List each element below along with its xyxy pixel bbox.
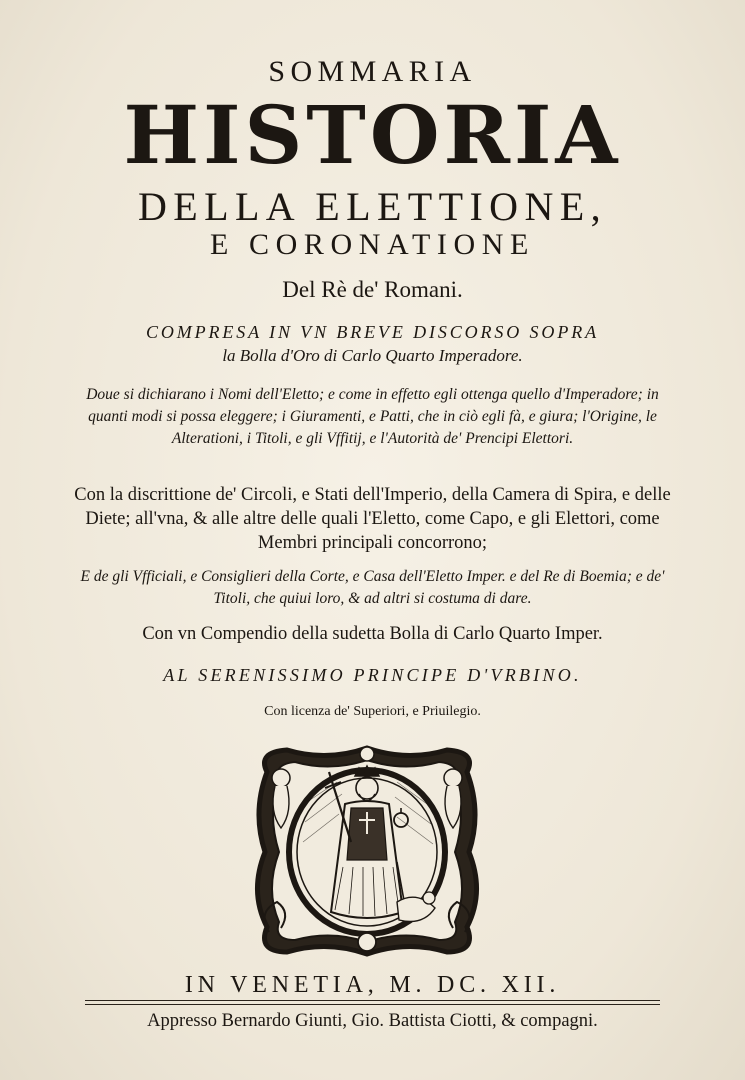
description-paragraph-doue: Doue si dichiarano i Nomi dell'Eletto; e come in effetto egli ottenga quello d'Imperadore; in quanti modi si possa eleggere; i Giuramenti, e Patti, che in ciò egli fà, e giura; l'Origine, le Alterationi, i Titoli, e gli Vffitij, e l'Autorità de' Prencipi Elettori. bbox=[86, 386, 659, 447]
compendio-line: Con vn Compendio della sudetta Bolla di Carlo Quarto Imper. bbox=[142, 624, 603, 644]
imprint-place-date: IN VENETIA, M. DC. XII. bbox=[184, 972, 561, 998]
subtitle-compresa: COMPRESA IN VN BREVE DISCORSO SOPRA bbox=[146, 322, 599, 342]
title-line-historia: HISTORIA bbox=[123, 88, 622, 182]
description-paragraph-circoli: Con la discrittione de' Circoli, e Stati dell'Imperio, della Camera di Spira, e delle Diete; all'vna, & alle altre delle quali l'Eletto, come Capo, e gli Elettori, come Membri principali concorrono; bbox=[74, 485, 671, 553]
subtitle-bolla-doro: la Bolla d'Oro di Carlo Quarto Imperadore. bbox=[222, 346, 523, 365]
title-line-della-elettione: DELLA ELETTIONE, bbox=[138, 184, 607, 229]
title-line-sommaria: SOMMARIA bbox=[268, 55, 477, 88]
imprint-printers: Appresso Bernardo Giunti, Gio. Battista Ciotti, & compagni. bbox=[147, 1011, 598, 1031]
dedication-line: AL SERENISSIMO PRINCIPE D'VRBINO. bbox=[163, 665, 582, 685]
title-line-re-de-romani: Del Rè de' Romani. bbox=[282, 277, 463, 302]
title-line-coronatione: E CORONATIONE bbox=[210, 228, 535, 261]
woodcut-emperor-device-icon bbox=[247, 742, 487, 960]
imprint-rule-top bbox=[85, 1000, 660, 1001]
description-paragraph-vfficiali: E de gli Vfficiali, e Consiglieri della Corte, e Casa dell'Eletto Imper. e del Re di Boemia; e de' Titoli, che quiui loro, & ad altri si costuma di dare. bbox=[80, 568, 665, 607]
license-line: Con licenza de' Superiori, e Priuilegio. bbox=[264, 704, 481, 719]
imprint-rule-bottom bbox=[85, 1004, 660, 1005]
